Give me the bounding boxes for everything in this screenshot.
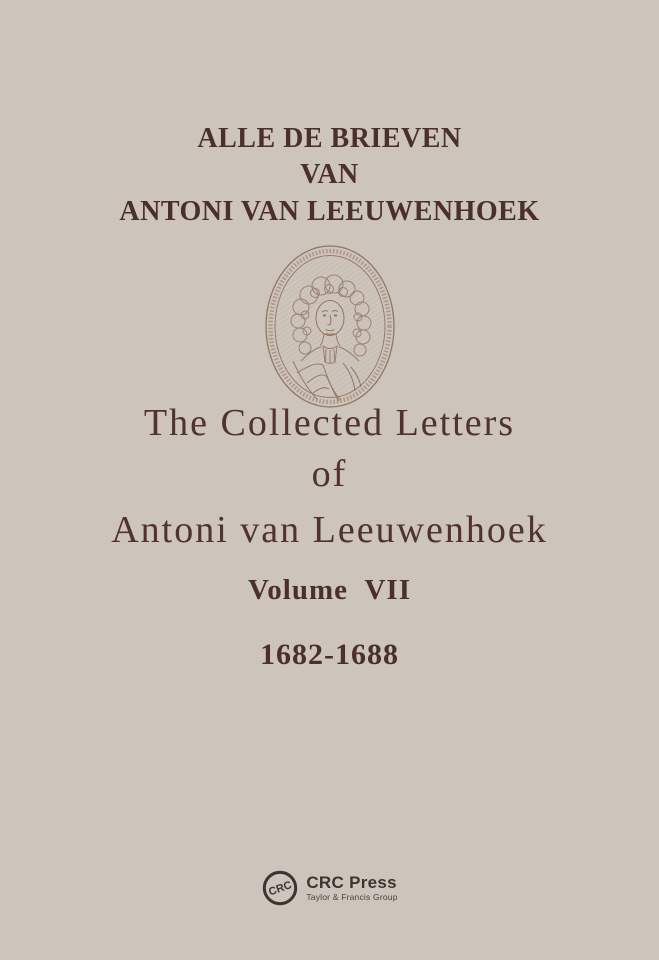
english-title-line1: The Collected Letters (143, 402, 516, 444)
volume-label: Volume VII (247, 574, 411, 606)
crc-logo-icon (261, 869, 299, 907)
years-label: 1682-1688 (260, 638, 399, 671)
crc-logo-acronym: CRC (267, 879, 294, 899)
leeuwenhoek-portrait-icon (263, 243, 397, 410)
english-title-line3: Antoni van Leeuwenhoek (111, 509, 548, 551)
dutch-title-line3: ANTONI VAN LEEUWENHOEK (119, 196, 540, 227)
dutch-title-line2: VAN (300, 159, 359, 190)
publisher-name: CRC Press (306, 872, 397, 892)
publisher-tagline: Taylor & Francis Group (306, 892, 398, 903)
english-title-line2: of (311, 453, 348, 495)
publisher-text (306, 874, 397, 903)
publisher-block (0, 869, 659, 907)
dutch-title-line1: ALLE DE BRIEVEN (197, 123, 462, 154)
